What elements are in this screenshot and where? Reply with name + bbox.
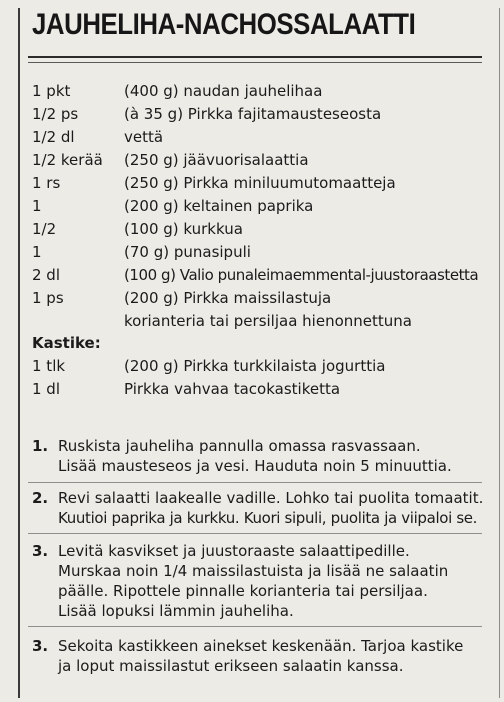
- ingredient-desc: (400 g) naudan jauhelihaa: [124, 82, 323, 100]
- step-number: 3.: [32, 637, 49, 655]
- ingredient-qty: 1/2 kerää: [32, 151, 103, 169]
- step-text: Murskaa noin 1/4 maissilastuista ja lisää ne salaatin: [58, 562, 449, 580]
- recipe-title: JAUHELIHA-NACHOSSALAATTI: [32, 8, 416, 41]
- step-divider: [28, 482, 482, 483]
- ingredient-desc: (200 g) Pirkka maissilastuja: [124, 289, 332, 307]
- ingredient-desc: (200 g) keltainen paprika: [124, 197, 314, 215]
- step-text: Levitä kasvikset ja juustoraaste salaattipedille.: [58, 542, 410, 560]
- title-rule: [28, 56, 482, 58]
- step-text: Ruskista jauheliha pannulla omassa rasvassaan.: [58, 437, 421, 455]
- step-divider: [28, 626, 482, 627]
- ingredient-qty: 1: [32, 243, 42, 261]
- step-text: ja loput maissilastut erikseen salaatin kanssa.: [58, 657, 404, 675]
- ingredient-qty: 1 dl: [32, 380, 61, 398]
- step-text: Lisää lopuksi lämmin jauheliha.: [58, 602, 294, 620]
- ingredient-qty: 1: [32, 197, 42, 215]
- instruction-step: [32, 636, 482, 676]
- ingredient-desc: vettä: [124, 128, 164, 146]
- sauce-heading: Kastike:: [32, 334, 101, 352]
- step-number: 2.: [32, 489, 49, 507]
- ingredient-desc: (250 g) jäävuorisalaattia: [124, 151, 309, 169]
- ingredient-qty: 1 ps: [32, 289, 64, 307]
- instruction-step: [32, 436, 482, 476]
- ingredient-qty: 1 rs: [32, 174, 61, 192]
- ingredient-qty: 2 dl: [32, 266, 61, 284]
- ingredient-qty: 1 tlk: [32, 357, 66, 375]
- ingredient-desc: Pirkka vahvaa tacokastiketta: [124, 380, 341, 398]
- ingredient-desc: korianteria tai persiljaa hienonnettuna: [124, 312, 412, 330]
- step-divider: [28, 533, 482, 534]
- ingredient-qty: 1/2 dl: [32, 128, 75, 146]
- ingredient-desc: (à 35 g) Pirkka fajitamausteseosta: [124, 105, 382, 123]
- ingredient-qty: 1 pkt: [32, 82, 71, 100]
- step-text: Kuutioi paprika ja kurkku. Kuori sipuli, puolita ja viipaloi se.: [58, 509, 478, 527]
- ingredient-desc: (200 g) Pirkka turkkilaista jogurttia: [124, 357, 386, 375]
- step-text: Lisää mausteseos ja vesi. Hauduta noin 5 minuuttia.: [58, 457, 452, 475]
- ingredient-desc: (100 g) kurkkua: [124, 220, 243, 238]
- step-number: 3.: [32, 542, 49, 560]
- step-text: Revi salaatti laakealle vadille. Lohko tai puolita tomaatit.: [58, 489, 484, 507]
- instruction-step: [32, 488, 482, 528]
- ingredient-desc: (100 g) Valio punaleimaemmental-juustoraastetta: [124, 266, 479, 284]
- ingredient-desc: (250 g) Pirkka miniluumutomaatteja: [124, 174, 396, 192]
- ingredient-qty: 1/2 ps: [32, 105, 79, 123]
- ingredient-desc: (70 g) punasipuli: [124, 243, 251, 261]
- step-number: 1.: [32, 437, 49, 455]
- ingredient-qty: 1/2: [32, 220, 57, 238]
- title-rule-thin: [28, 62, 482, 63]
- step-text: päälle. Ripottele pinnalle korianteria tai persiljaa.: [58, 582, 428, 600]
- instruction-step: [32, 541, 482, 621]
- step-text: Sekoita kastikkeen ainekset keskenään. Tarjoa kastike: [58, 637, 464, 655]
